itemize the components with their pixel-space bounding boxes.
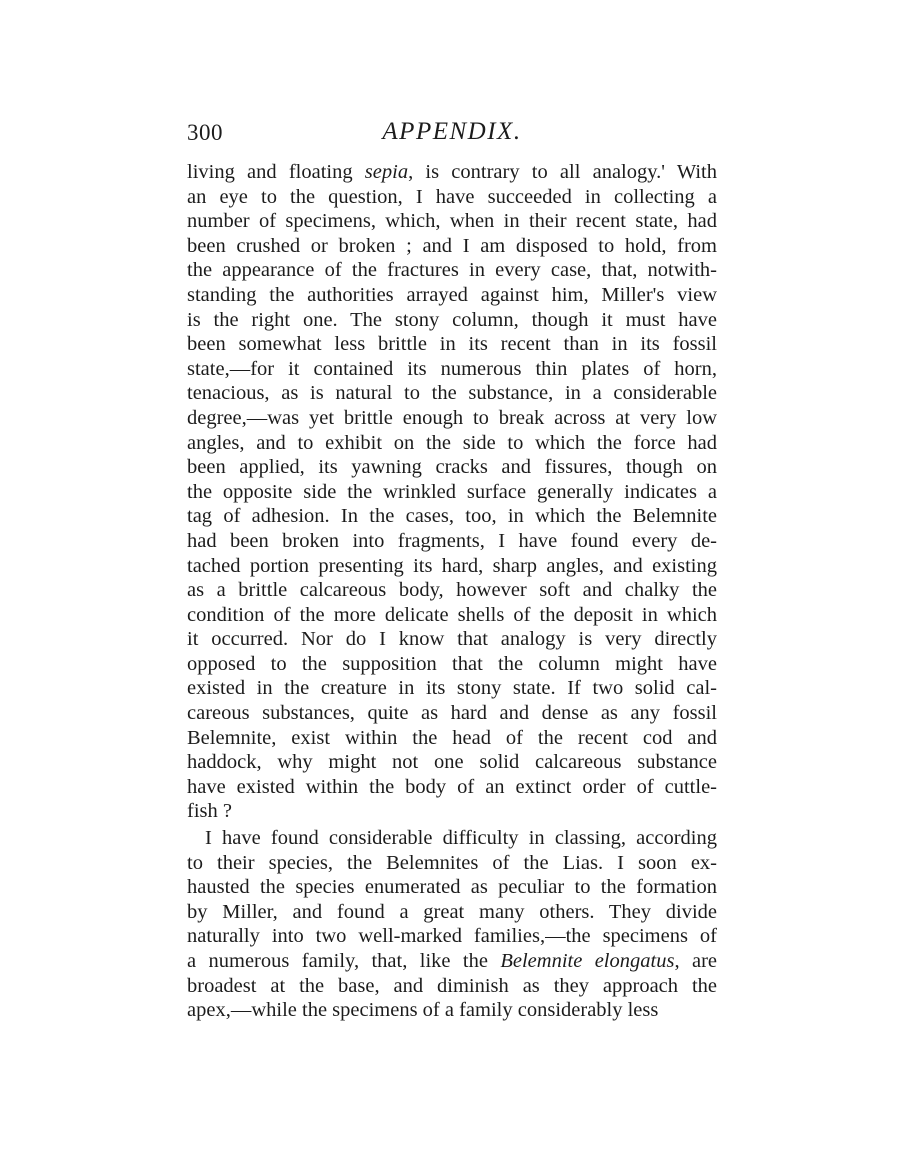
text-segment: angles, and to exhibit on the side to which the force had	[187, 431, 717, 454]
text-segment: it occurred. Nor do I know that analogy is very directly	[187, 628, 717, 651]
text-segment: existed in the creature in its stony state. If two solid cal-	[187, 677, 717, 700]
text-line	[187, 332, 717, 357]
paragraph	[187, 826, 717, 1023]
text-segment: as a brittle calcareous body, however soft and chalky the	[187, 579, 717, 602]
text-segment: , is contrary to all analogy.' With	[408, 161, 717, 183]
text-segment: had been broken into fragments, I have found every de-	[187, 529, 717, 552]
text-line	[187, 480, 717, 505]
text-line	[187, 283, 717, 308]
text-segment: to their species, the Belemnites of the Lias. I soon ex-	[187, 851, 717, 874]
text-segment: condition of the more delicate shells of the deposit in which	[187, 603, 717, 626]
text-line	[187, 357, 717, 382]
text-segment: fish ?	[187, 800, 232, 823]
text-line	[187, 998, 717, 1023]
italic-text: Belemnite elongatus	[500, 950, 675, 972]
page-number: 300	[187, 120, 223, 145]
text-line	[187, 554, 717, 579]
text-line	[187, 160, 717, 185]
text-line	[187, 258, 717, 283]
text-segment: been crushed or broken ; and I am disposed to hold, from	[187, 234, 717, 257]
text-segment: standing the authorities arrayed against him, Miller's view	[187, 283, 717, 306]
text-line	[187, 701, 717, 726]
text-segment: broadest at the base, and diminish as they approach the	[187, 974, 717, 997]
text-segment: Belemnite, exist within the head of the recent cod and	[187, 726, 717, 749]
text-segment: by Miller, and found a great many others. They divide	[187, 900, 717, 923]
page-header	[187, 118, 717, 152]
text-segment: a numerous family, that, like the	[187, 950, 501, 972]
text-line	[187, 726, 717, 751]
text-line	[187, 406, 717, 431]
text-segment: the appearance of the fractures in every case, that, notwith-	[187, 259, 717, 282]
text-segment: tenacious, as is natural to the substance, in a considerable	[187, 382, 717, 405]
text-segment: have existed within the body of an extinct order of cuttle-	[187, 775, 717, 798]
text-line	[187, 826, 717, 851]
text-segment: been somewhat less brittle in its recent than in its fossil	[187, 333, 717, 356]
text-line	[187, 799, 717, 824]
text-segment: degree,—was yet brittle enough to break across at very low	[187, 406, 717, 429]
text-segment: hausted the species enumerated as peculiar to the formation	[187, 876, 717, 899]
text-line	[187, 603, 717, 628]
text-segment: haddock, why might not one solid calcareous substance	[187, 751, 717, 774]
text-line	[187, 875, 717, 900]
text-segment: been applied, its yawning cracks and fissures, though on	[187, 456, 717, 479]
text-line	[187, 652, 717, 677]
text-segment: opposed to the supposition that the column might have	[187, 652, 717, 675]
text-line	[187, 209, 717, 234]
text-line	[187, 974, 717, 999]
text-segment: is the right one. The stony column, though it must have	[187, 308, 717, 331]
text-segment: apex,—while the specimens of a family considerably less	[187, 999, 659, 1022]
text-line	[187, 455, 717, 480]
text-line	[187, 381, 717, 406]
text-segment: I have found considerable difficulty in classing, according	[205, 827, 717, 850]
text-line	[187, 949, 717, 974]
text-segment: the opposite side the wrinkled surface generally indicates a	[187, 480, 717, 503]
running-head: APPENDIX.	[382, 118, 522, 145]
text-segment: , are	[674, 950, 717, 972]
text-line	[187, 851, 717, 876]
text-segment: living and floating	[187, 161, 365, 183]
text-segment: state,—for it contained its numerous thin plates of horn,	[187, 357, 717, 380]
text-line	[187, 234, 717, 259]
paragraph	[187, 160, 717, 824]
text-segment: number of specimens, which, when in their recent state, had	[187, 210, 717, 233]
text-segment: an eye to the question, I have succeeded in collecting a	[187, 185, 717, 208]
text-line	[187, 504, 717, 529]
text-segment: tached portion presenting its hard, sharp angles, and existing	[187, 554, 717, 577]
text-line	[187, 431, 717, 456]
text-line	[187, 924, 717, 949]
text-line	[187, 627, 717, 652]
text-line	[187, 676, 717, 701]
text-line	[187, 578, 717, 603]
text-line	[187, 900, 717, 925]
text-line	[187, 750, 717, 775]
text-segment: careous substances, quite as hard and dense as any fossil	[187, 702, 717, 725]
text-line	[187, 185, 717, 210]
text-segment: tag of adhesion. In the cases, too, in which the Belemnite	[187, 505, 717, 528]
text-segment: naturally into two well-marked families,—the specimens of	[187, 925, 717, 948]
italic-text: sepia	[364, 161, 409, 183]
text-line	[187, 529, 717, 554]
text-line	[187, 775, 717, 800]
text-line	[187, 308, 717, 333]
body-text	[187, 160, 717, 1023]
